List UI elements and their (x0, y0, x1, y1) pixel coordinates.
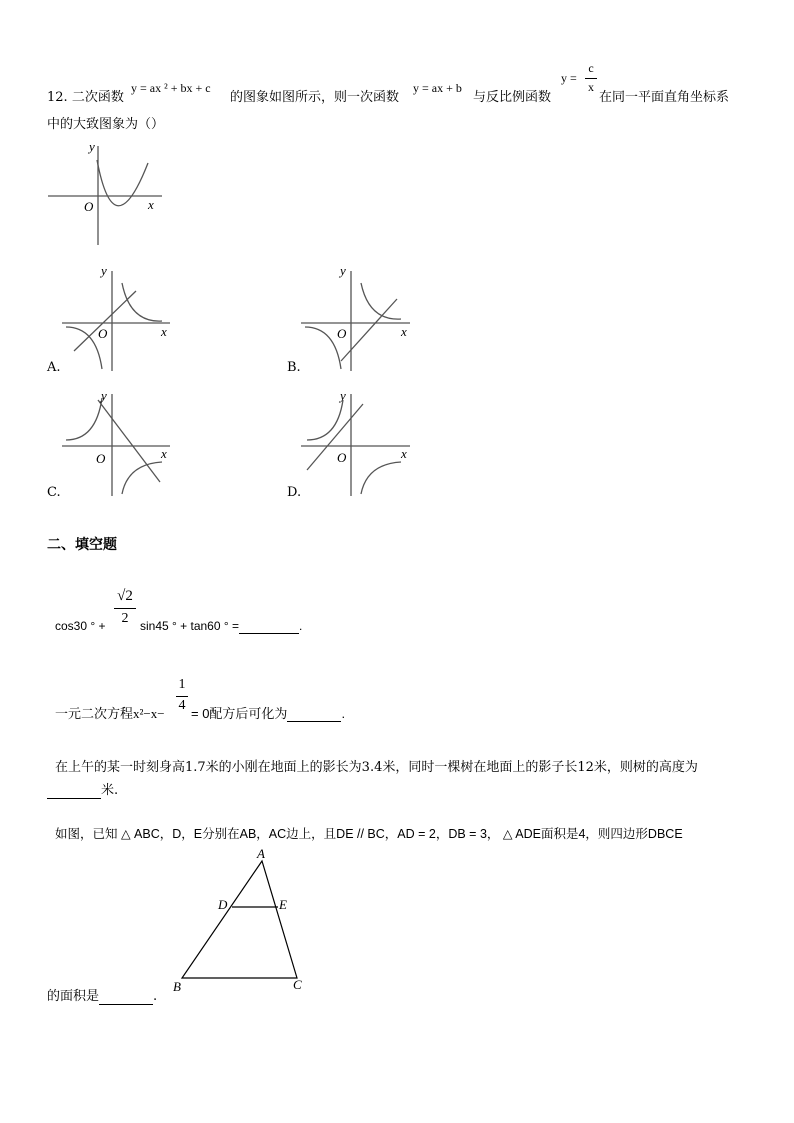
origin-label: O (337, 450, 347, 465)
origin-label: O (84, 199, 94, 214)
option-a-label[interactable]: A. (47, 360, 61, 375)
fill3-unit: 米 (101, 783, 115, 798)
fill1-fraction-den: 2 (121, 611, 129, 626)
fraction-bar (176, 696, 188, 697)
vertex-b-label: B (173, 979, 181, 994)
fill1-expression: sin45 ° + tan60 ° = (140, 619, 239, 633)
origin-label: O (337, 326, 347, 341)
y-axis-label: y (340, 263, 346, 278)
answer-blank[interactable] (47, 783, 101, 799)
option-c-label[interactable]: C. (47, 485, 61, 500)
vertex-c-label: C (293, 977, 302, 992)
option-d-graph (297, 388, 417, 498)
answer-blank[interactable] (239, 619, 299, 634)
q12-text-3: 与反比例函数 (473, 90, 552, 105)
formula-quadratic: y = ax ² + bx + c (131, 81, 211, 95)
fraction-bar (114, 608, 136, 609)
fill4-line2 (47, 985, 157, 1005)
y-axis-label: y (101, 263, 107, 278)
formula-inverse-den: x (588, 80, 594, 94)
fill3-line1: 在上午的某一时刻身高1.7米的小刚在地面上的影长为3.4米，同时一棵树在地面上的影子长12米，则树的高度为 (55, 760, 698, 775)
origin-label: O (98, 326, 108, 341)
y-axis-label: y (340, 388, 346, 403)
vertex-a-label: A (257, 846, 265, 861)
q12-text-2: 的图象如图所示，则一次函数 (230, 90, 400, 105)
point-e-label: E (279, 897, 287, 912)
option-b-label[interactable]: B. (287, 360, 301, 375)
fraction-bar (585, 78, 597, 79)
formula-inverse-lhs: y = (561, 71, 577, 85)
fill2-fraction-den: 4 (178, 698, 186, 713)
option-c-graph (58, 388, 173, 498)
x-axis-label: x (161, 446, 167, 461)
fill1-part-a: cos30 ° + (55, 619, 106, 633)
fill3-line2 (47, 779, 118, 799)
section-heading: 二、填空题 (47, 536, 117, 552)
question-number: 12. (47, 90, 68, 105)
q12-line1 (47, 86, 124, 105)
fill2-line-b (191, 703, 345, 722)
fill3-period: . (114, 783, 119, 798)
point-d-label: D (218, 897, 228, 912)
q12-text-1: 二次函数 (71, 90, 124, 105)
fill2-fraction-num: 1 (178, 677, 186, 692)
triangle-figure (168, 846, 313, 996)
x-axis-label: x (401, 446, 407, 461)
y-axis-label: y (101, 388, 107, 403)
q12-text-4: 在同一平面直角坐标系 (599, 90, 730, 105)
fill1-period: . (299, 619, 303, 633)
formula-linear: y = ax + b (413, 81, 462, 95)
parabola-graph (44, 138, 169, 248)
option-a-graph (58, 263, 173, 373)
fill2-period: . (341, 706, 346, 721)
y-axis-label: y (89, 139, 95, 154)
option-b-graph (297, 263, 417, 373)
origin-label: O (96, 451, 106, 466)
fill4-text: 的面积是 (47, 989, 100, 1004)
x-axis-label: x (161, 324, 167, 339)
answer-blank[interactable] (287, 706, 341, 722)
x-axis-label: x (401, 324, 407, 339)
fill2-line (55, 703, 165, 722)
fill1-part-b (140, 619, 302, 634)
fill4-period: . (153, 989, 158, 1004)
formula-inverse-num: c (588, 61, 594, 75)
fill1-fraction-num: √2 (117, 588, 133, 604)
q12-line2: 中的大致图象为（） (47, 117, 165, 132)
answer-blank[interactable] (99, 989, 153, 1005)
fill2-text-a: 一元二次方程 (55, 706, 134, 721)
option-d-label[interactable]: D. (287, 485, 302, 500)
fill2-text-b: = 0配方后可化为 (191, 706, 288, 721)
fill2-expression: x²−x− (133, 706, 165, 721)
fill4-line1: 如图，已知 △ ABC，D，E分别在AB，AC边上，且DE // BC，AD = 2，DB = 3， △ ADE面积是4，则四边形DBCE (55, 827, 683, 841)
x-axis-label: x (148, 197, 154, 212)
